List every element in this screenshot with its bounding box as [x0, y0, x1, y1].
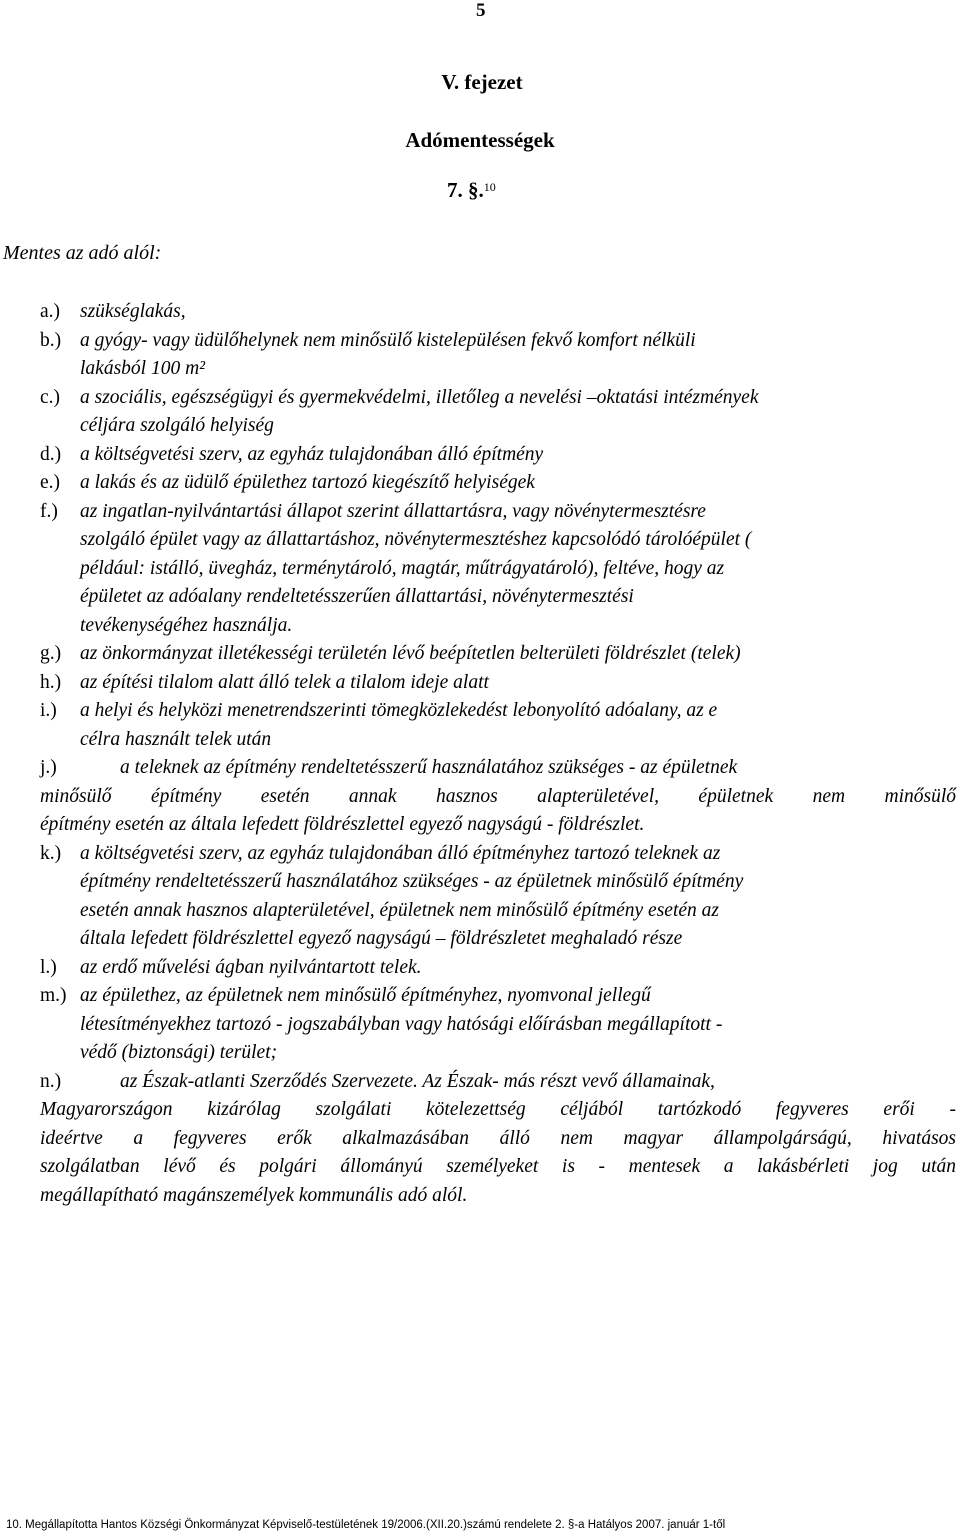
list-item [0, 754, 960, 840]
list-item-label: i.) [40, 700, 57, 721]
footnote-text: 10. Megállapította Hantos Községi Önkormányzat Képviselő-testületének 19/2006.(XII.20.)számú rendelete 2. §-a Hatályos 2007. január 1-től [6, 1519, 726, 1531]
text-line: szolgáló épület vagy az állattartáshoz, növénytermesztéshez kapcsolódó tárolóépület ( [80, 529, 752, 550]
list-item-text [80, 982, 960, 1068]
list-item-text [80, 954, 960, 983]
list-item-text [40, 754, 956, 840]
list-item-text [80, 384, 960, 441]
text-line: szolgálatban lévő és polgári állományú személyeket is - mentesek a lakásbérleti jog után [40, 1156, 956, 1177]
paragraph-label: 7. §. [447, 178, 484, 202]
text-line: esetén annak hasznos alapterületével, épületnek nem minősülő építmény esetén az [80, 899, 719, 921]
list-item-text [80, 441, 960, 470]
text-line: az erdő művelési ágban nyilvántartott telek. [80, 956, 422, 978]
text-line: a gyógy- vagy üdülőhelynek nem minősülő kistelepülésen fekvő komfort nélküli [80, 329, 696, 351]
list-item-label: c.) [40, 386, 61, 408]
list-item-label: k.) [40, 842, 62, 864]
list-item-text [80, 840, 960, 954]
text-line: a költségvetési szerv, az egyház tulajdonában álló építményhez tartozó teleknek az [80, 842, 721, 864]
text-line: lakásból 100 m² [80, 358, 206, 379]
text-line: minősülő építmény esetén annak hasznos alapterületével, épületnek nem minősülő [40, 785, 956, 807]
text-line: a lakás és az üdülő épülethez tartozó kiegészítő helyiségek [80, 472, 535, 493]
text-line: a helyi és helyközi menetrendszerinti tömegközlekedést lebonyolító adóalany, az e [80, 700, 718, 721]
page-number: 5 [476, 0, 486, 21]
text-line: építmény esetén az általa lefedett földrészlettel egyező nagyságú - földrészlet. [40, 814, 645, 835]
list-item [0, 384, 960, 441]
list-item [0, 840, 960, 954]
text-line: célra használt telek után [80, 728, 272, 750]
list-item-label: d.) [40, 443, 62, 465]
text-line: az önkormányzat illetékességi területén lévő beépítetlen belterületi földrészlet (telek) [80, 643, 741, 664]
list-item-label: j.) [40, 757, 57, 778]
text-line: a költségvetési szerv, az egyház tulajdonában álló építmény [80, 443, 544, 465]
text-line: szükséglakás, [80, 301, 186, 322]
list-item-text [80, 640, 960, 669]
list-item [0, 327, 960, 384]
text-line: ideértve a fegyveres erők alkalmazásában álló nem magyar állampolgárságú, hivatásos [40, 1127, 956, 1149]
list-item [0, 298, 960, 327]
text-line: épületet az adóalany rendeltetésszerűen állattartási, növénytermesztési [80, 586, 634, 607]
text-line: létesítményekhez tartozó - jogszabályban vagy hatósági előírásban megállapított - [80, 1013, 723, 1035]
list-item-label: g.) [40, 643, 62, 664]
list-item [0, 469, 960, 498]
text-line: tevékenységéhez használja. [80, 614, 293, 636]
text-line: az építési tilalom alatt álló telek a tilalom ideje alatt [80, 671, 489, 693]
list-item-text [80, 697, 960, 754]
text-line: az épülethez, az épületnek nem minősülő építményhez, nyomvonal jellegű [80, 985, 651, 1006]
text-line: a szociális, egészségügyi és gyermekvédelmi, illetőleg a nevelési –oktatási intézmények [80, 386, 759, 408]
list-item [0, 441, 960, 470]
list-item-label: h.) [40, 671, 62, 693]
text-line: védő (biztonsági) terület; [80, 1042, 278, 1063]
list-item-text [80, 298, 960, 327]
list-item-label: e.) [40, 472, 61, 493]
list-item [0, 954, 960, 983]
list-item [0, 1068, 960, 1211]
text-line: például: istálló, üvegház, terménytároló, magtár, műtrágyatároló), feltéve, hogy az [80, 557, 725, 579]
intro-text: Mentes az adó alól: [3, 242, 162, 264]
text-line: általa lefedett földrészlettel egyező nagyságú – földrészletet meghaladó része [80, 928, 683, 949]
footnote-ref: 10 [483, 180, 496, 194]
text-line: céljára szolgáló helyiség [80, 415, 274, 436]
list-item-text [80, 469, 960, 498]
text-line: építmény rendeltetésszerű használatához szükséges - az épületnek minősülő építmény [80, 871, 744, 892]
list-item [0, 640, 960, 669]
list-item-label: l.) [40, 956, 57, 978]
exemption-list [0, 298, 960, 1210]
chapter-heading: V. fejezet [441, 70, 523, 94]
list-item-label: n.) [40, 1070, 62, 1092]
list-item-text [40, 1068, 956, 1211]
text-line: a teleknek az építmény rendeltetésszerű használatához szükséges - az épületnek [120, 757, 738, 778]
list-item [0, 697, 960, 754]
list-item-text [80, 327, 960, 384]
list-item-text [80, 498, 960, 641]
list-item [0, 982, 960, 1068]
paragraph-number [447, 178, 496, 203]
list-item-label: m.) [40, 985, 67, 1006]
list-item [0, 498, 960, 641]
list-item [0, 669, 960, 698]
list-item-label: a.) [40, 301, 61, 322]
text-line: megállapítható magánszemélyek kommunális adó alól. [40, 1184, 468, 1206]
list-item-label: f.) [40, 500, 58, 522]
list-item-label: b.) [40, 329, 62, 351]
text-line: az Észak-atlanti Szerződés Szervezete. Az Észak- más részt vevő államainak, [120, 1070, 715, 1092]
section-title: Adómentességek [405, 128, 555, 152]
text-line: az ingatlan-nyilvántartási állapot szerint állattartásra, vagy növénytermesztésre [80, 500, 706, 522]
list-item-text [80, 669, 960, 698]
text-line: Magyarországon kizárólag szolgálati kötelezettség céljából tartózkodó fegyveres erői - [40, 1099, 956, 1120]
